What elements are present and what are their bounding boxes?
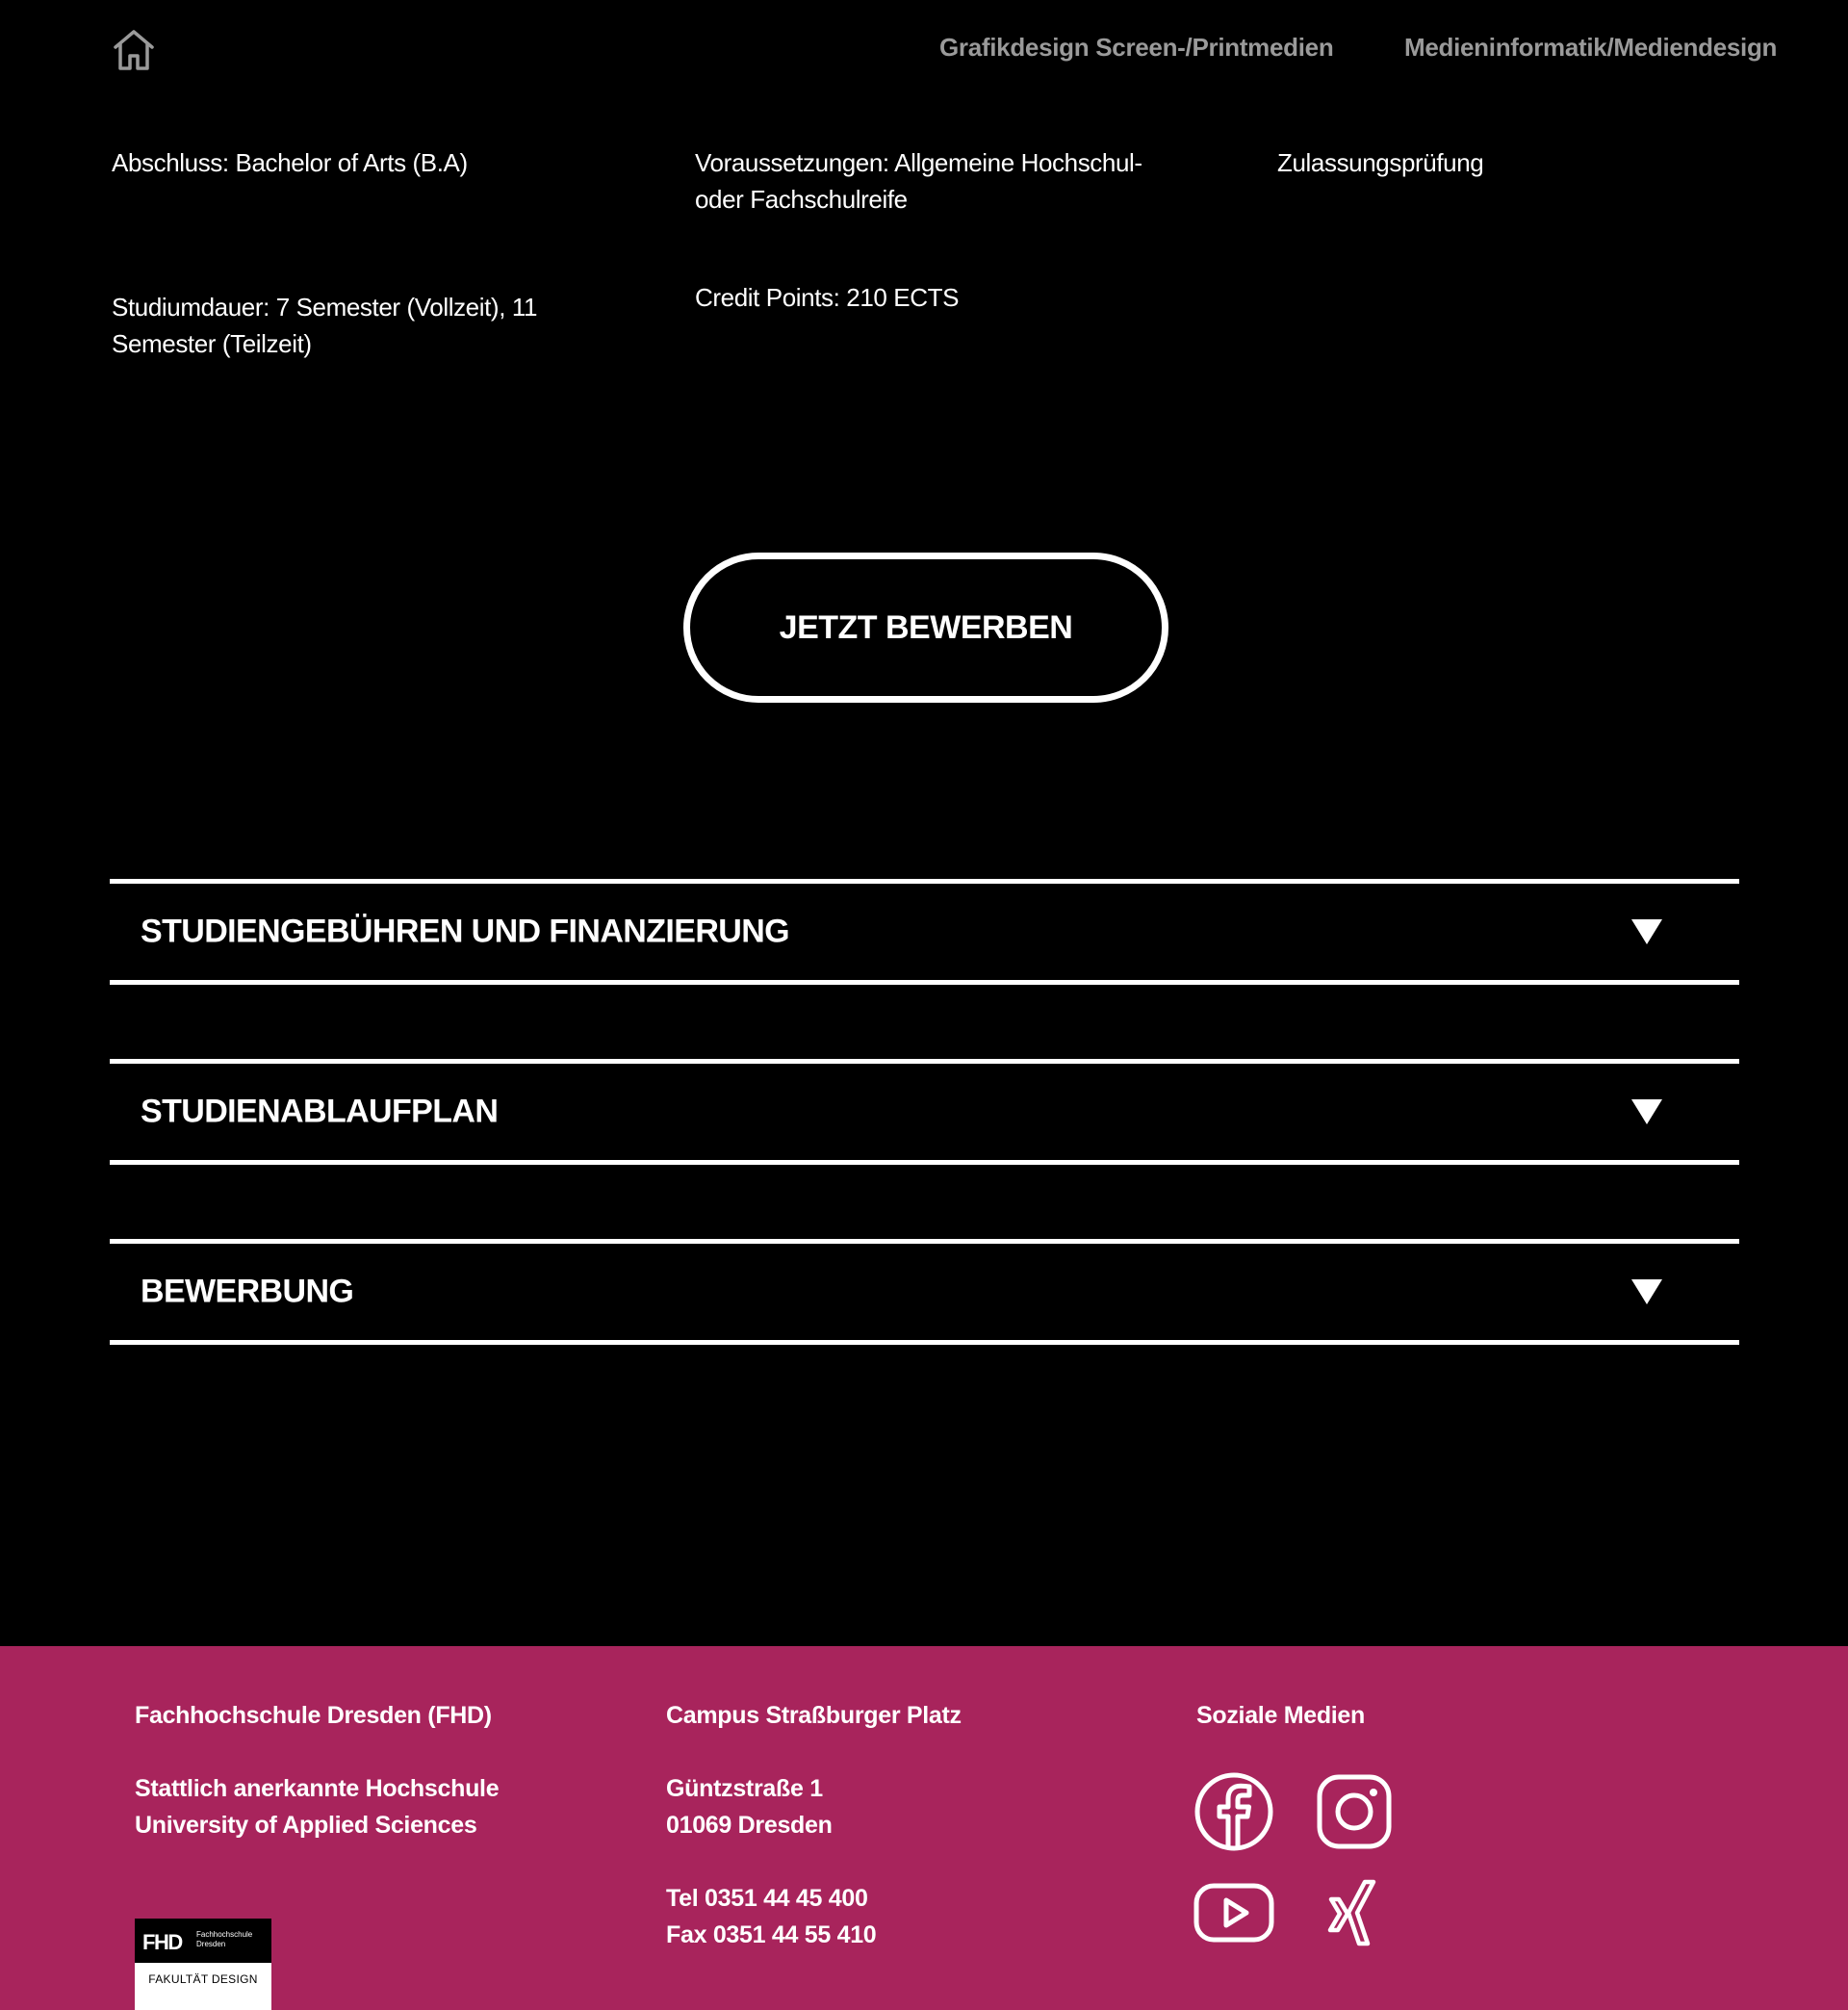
logo-subtitle-line2: Dresden (196, 1940, 226, 1948)
footer-campus-title: Campus Straßburger Platz (666, 1702, 962, 1729)
logo-subtitle (196, 1930, 252, 1949)
instagram-icon[interactable] (1314, 1771, 1395, 1852)
accordion-title: STUDIENGEBÜHREN UND FINANZIERUNG (141, 913, 790, 950)
xing-icon[interactable] (1314, 1872, 1395, 1953)
fhd-logo[interactable] (135, 1919, 271, 2010)
apply-now-button[interactable] (683, 553, 1168, 703)
logo-faculty: FAKULTÄT DESIGN (148, 1972, 258, 1986)
footer (0, 1646, 1848, 2010)
apply-now-label: JETZT BEWERBEN (779, 608, 1073, 646)
accordion-studienablaufplan[interactable] (110, 1059, 1739, 1165)
footer-school-line1: Stattlich anerkannte Hochschule (135, 1775, 500, 1802)
info-studiumdauer (112, 289, 574, 362)
accordion-title: STUDIENABLAUFPLAN (141, 1093, 499, 1130)
footer-phone[interactable]: Tel 0351 44 45 400 (666, 1885, 868, 1912)
info-studiumdauer-line1: Studiumdauer: 7 Semester (Vollzeit), 11 (112, 293, 538, 322)
chevron-down-icon (1631, 919, 1662, 944)
info-credit-points: Credit Points: 210 ECTS (695, 283, 960, 312)
chevron-down-icon (1631, 1279, 1662, 1304)
youtube-icon[interactable] (1194, 1872, 1274, 1953)
logo-subtitle-line1: Fachhochschule (196, 1930, 253, 1939)
footer-address-city: 01069 Dresden (666, 1812, 833, 1839)
footer-address-street: Güntzstraße 1 (666, 1775, 823, 1802)
info-zulassung: Zulassungsprüfung (1277, 148, 1484, 177)
footer-fax: Fax 0351 44 55 410 (666, 1921, 877, 1948)
info-voraussetzungen-line2: oder Fachschulreife (695, 185, 908, 214)
info-voraussetzungen-line1: Voraussetzungen: Allgemeine Hochschul- (695, 148, 1142, 177)
accordion-studiengebuehren[interactable] (110, 879, 1739, 985)
footer-school-name: Fachhochschule Dresden (FHD) (135, 1702, 492, 1729)
logo-top (135, 1919, 271, 1963)
logo-fhd: FHD (142, 1930, 182, 1954)
info-voraussetzungen (695, 144, 1157, 218)
accordion-bewerbung[interactable] (110, 1239, 1739, 1345)
accordion-title: BEWERBUNG (141, 1273, 354, 1310)
footer-social-title: Soziale Medien (1196, 1702, 1366, 1729)
facebook-icon[interactable] (1194, 1771, 1274, 1852)
home-icon[interactable] (110, 26, 158, 74)
footer-school-line2: University of Applied Sciences (135, 1812, 477, 1839)
nav-link-grafikdesign[interactable]: Grafikdesign Screen-/Printmedien (939, 33, 1334, 62)
info-abschluss: Abschluss: Bachelor of Arts (B.A) (112, 148, 468, 177)
nav-link-medieninformatik[interactable]: Medieninformatik/Mediendesign (1404, 33, 1778, 62)
chevron-down-icon (1631, 1099, 1662, 1124)
info-studiumdauer-line2: Semester (Teilzeit) (112, 329, 312, 358)
